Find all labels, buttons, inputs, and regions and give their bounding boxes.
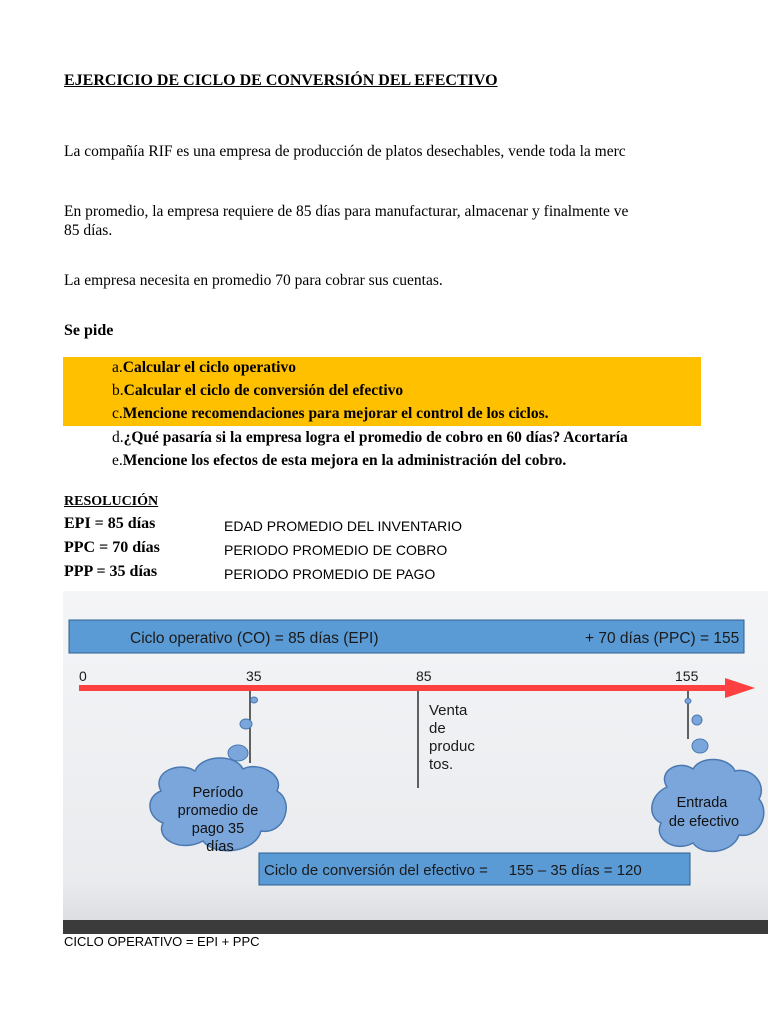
question-text: Calcular el ciclo de conversión del efectivo: [123, 382, 404, 399]
question-letter: a.: [112, 359, 123, 376]
bubble-dot: [685, 699, 691, 704]
paragraph-average-line1: En promedio, la empresa requiere de 85 días para manufacturar, almacenar y finalmente ve: [64, 203, 629, 220]
question-a: [112, 359, 702, 377]
operating-cycle-total: + 70 días (PPC) = 155: [585, 630, 740, 647]
bubble-dot: [251, 697, 258, 703]
paragraph-average-line2: 85 días.: [64, 222, 113, 239]
timeline-label-155: 155: [675, 668, 699, 684]
bubble-dot: [228, 745, 248, 761]
timeline-arrow-shaft: [79, 685, 739, 691]
term-ppc: PPC = 70 días: [64, 539, 160, 556]
cash-conversion-diagram: [63, 591, 768, 934]
desc-ppc: PERIODO PROMEDIO DE COBRO: [224, 542, 448, 558]
operating-cycle-label: Ciclo operativo (CO) = 85 días (EPI): [130, 630, 379, 647]
question-letter: d.: [112, 429, 124, 446]
timeline-label-85: 85: [416, 668, 432, 684]
resolution-heading: RESOLUCIÓN: [64, 494, 159, 509]
question-text: ¿Qué pasaría si la empresa logra el promedio de cobro en 60 días? Acortaría: [123, 429, 628, 446]
paragraph-collection: La empresa necesita en promedio 70 para cobrar sus cuentas.: [64, 272, 443, 289]
question-letter: e.: [112, 452, 123, 469]
document-title: EJERCICIO DE CICLO DE CONVERSIÓN DEL EFECTIVO: [64, 72, 498, 89]
bubble-dot: [692, 739, 708, 753]
sale-of-products-label: Venta de produc tos.: [429, 702, 475, 773]
timeline-label-35: 35: [246, 668, 262, 684]
desc-epi: EDAD PROMEDIO DEL INVENTARIO: [224, 518, 463, 534]
se-pide-heading: Se pide: [64, 322, 114, 339]
question-text: Mencione recomendaciones para mejorar el control de los ciclos.: [122, 405, 549, 422]
svg-text:Período promedio de: Período promedio de pago 35 días: [177, 785, 259, 855]
timeline-label-0: 0: [79, 668, 87, 684]
desc-ppp: PERIODO PROMEDIO DE PAGO: [224, 566, 436, 582]
cash-conversion-label: Ciclo de conversión del efectivo = 155 – 35 días = 120: [264, 862, 642, 879]
question-e: [112, 452, 702, 470]
bubble-dot: [240, 719, 252, 729]
operating-cycle-formula: CICLO OPERATIVO = EPI + PPC: [64, 934, 260, 949]
question-letter: b.: [112, 382, 124, 399]
question-c: [112, 405, 702, 423]
question-letter: c.: [112, 405, 123, 422]
bubble-dot: [692, 715, 702, 725]
question-text: Calcular el ciclo operativo: [122, 359, 296, 376]
svg-text:Entrada de efectivo: Entrada de efectivo: [668, 795, 740, 830]
diagram-bottom-strip: [63, 920, 768, 934]
question-b: [112, 382, 702, 400]
term-ppp: PPP = 35 días: [64, 563, 158, 580]
question-d: [112, 429, 702, 447]
paragraph-company: La compañía RIF es una empresa de producción de platos desechables, vende toda la merc: [64, 143, 626, 160]
question-text: Mencione los efectos de esta mejora en la administración del cobro.: [122, 452, 567, 469]
term-epi: EPI = 85 días: [64, 515, 156, 532]
